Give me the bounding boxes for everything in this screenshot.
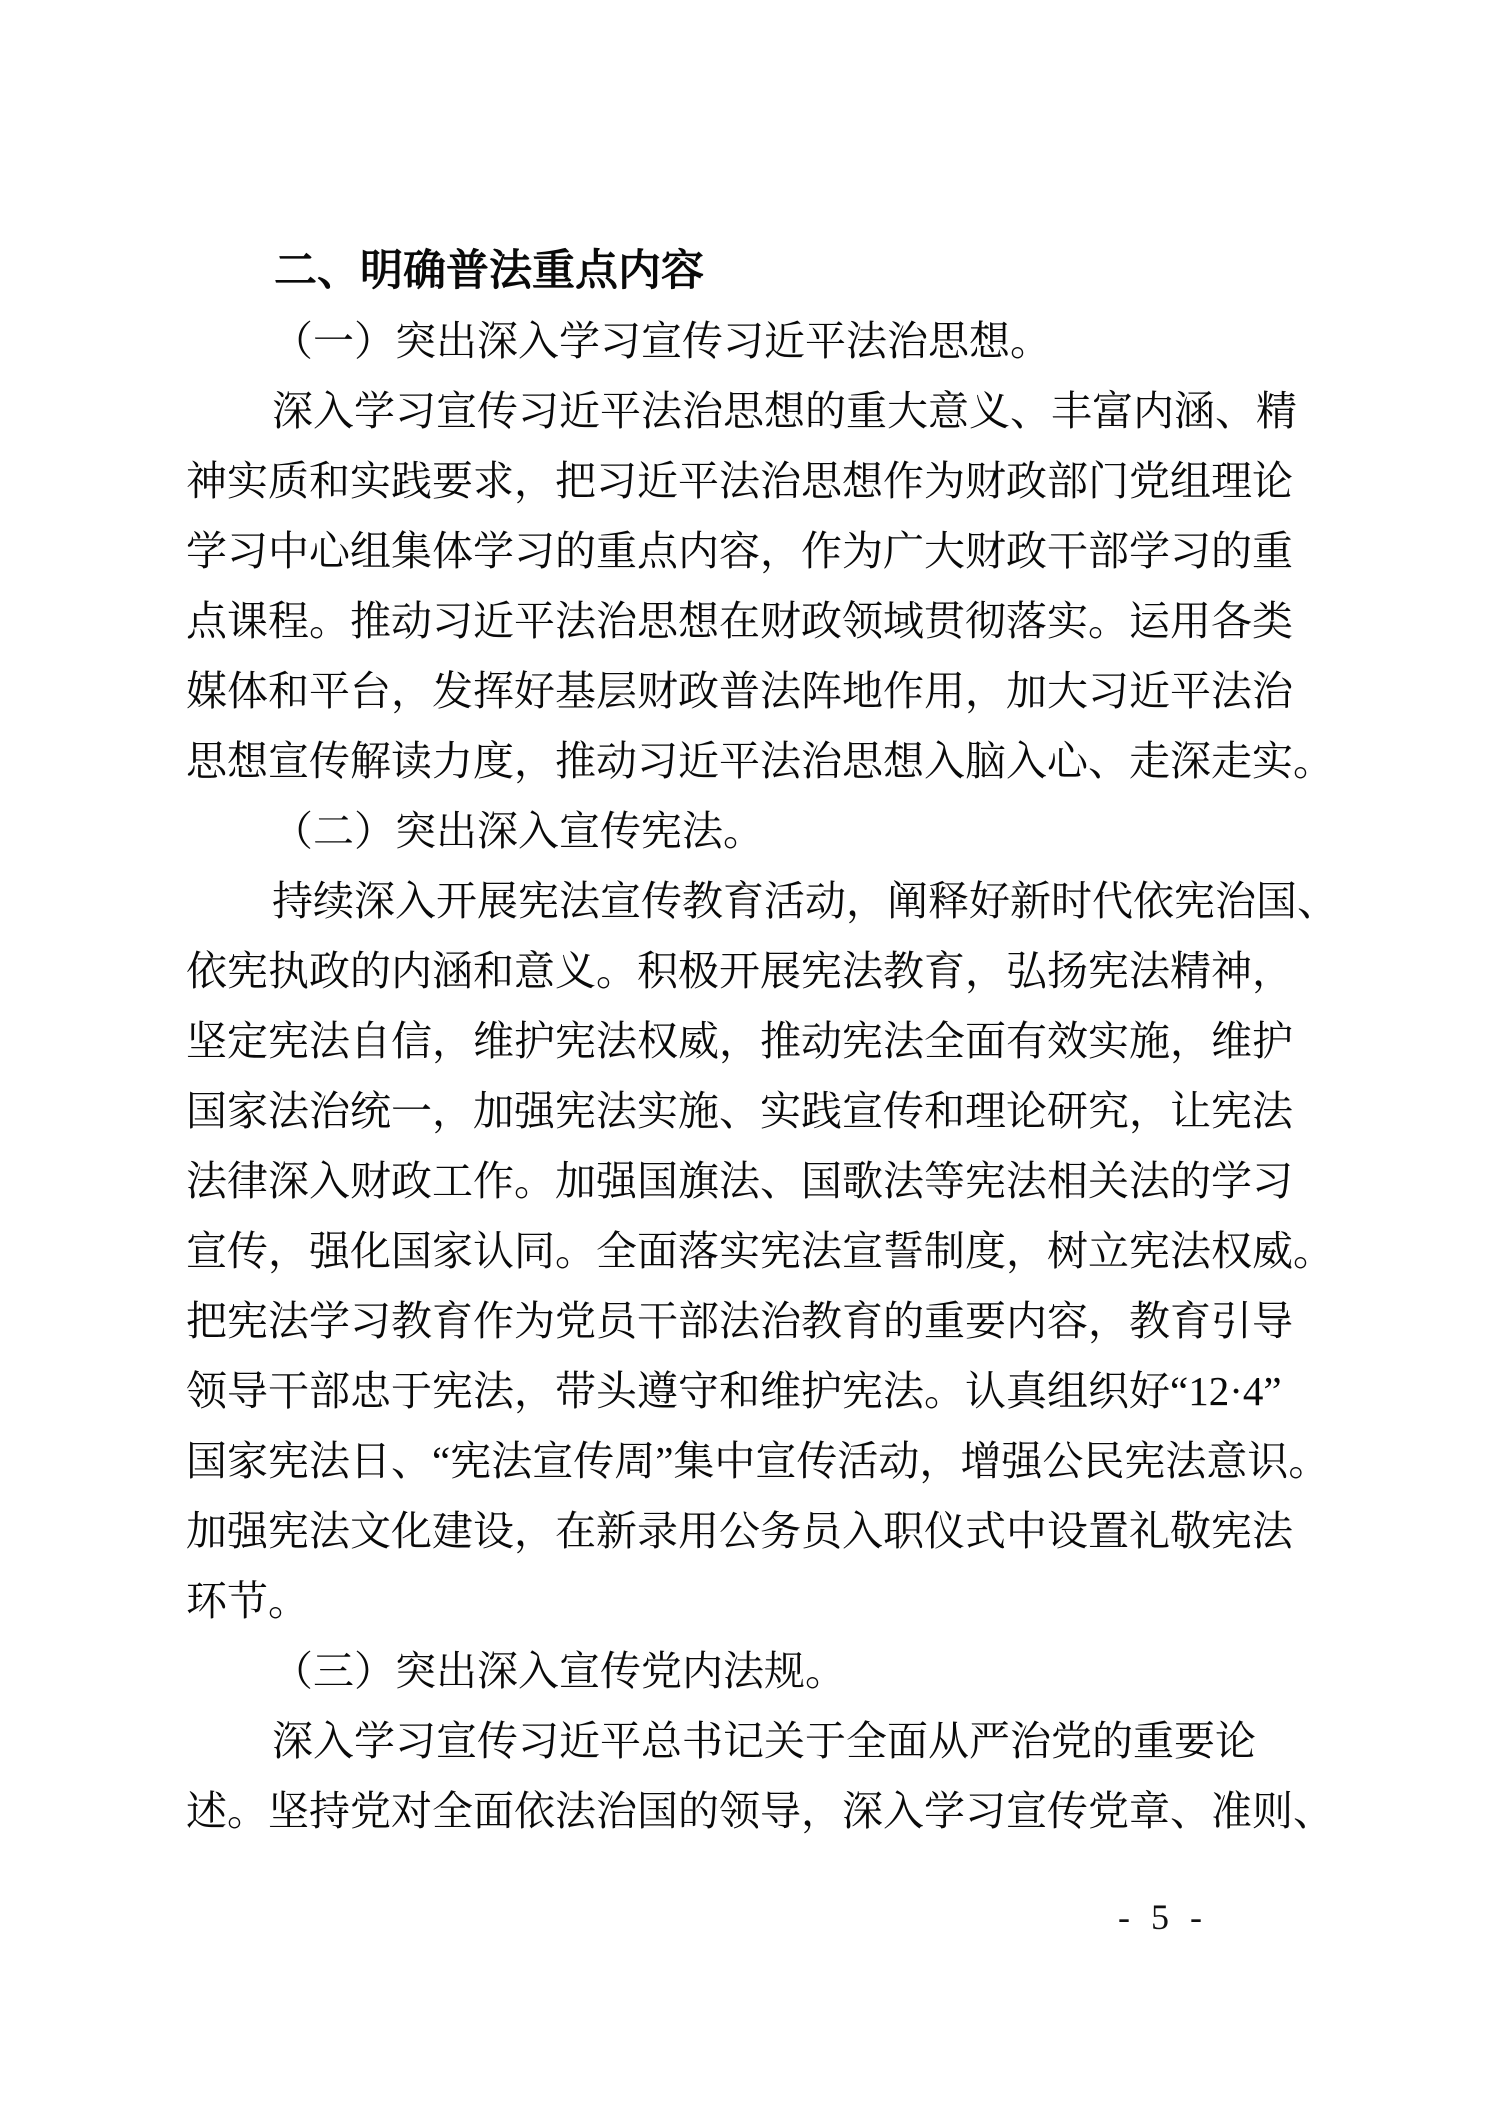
paragraph-line: 环节。 bbox=[186, 1578, 309, 1624]
paragraph-line: 思想宣传解读力度，推动习近平法治思想入脑入心、走深走实。 bbox=[186, 738, 1334, 784]
page-number: - 5 - bbox=[1118, 1897, 1208, 1937]
paragraph-line: 依宪执政的内涵和意义。积极开展宪法教育，弘扬宪法精神， bbox=[186, 948, 1293, 994]
paragraph-line: 点课程。推动习近平法治思想在财政领域贯彻落实。运用各类 bbox=[186, 598, 1293, 644]
paragraph-line: 坚定宪法自信，维护宪法权威，推动宪法全面有效实施，维护 bbox=[186, 1018, 1293, 1064]
paragraph-line: 加强宪法文化建设，在新录用公务员入职仪式中设置礼敬宪法 bbox=[186, 1508, 1293, 1554]
paragraph-line: 学习中心组集体学习的重点内容，作为广大财政干部学习的重 bbox=[186, 528, 1293, 574]
paragraph-line: 领导干部忠于宪法，带头遵守和维护宪法。认真组织好“12·4” bbox=[186, 1368, 1282, 1414]
document-text-block bbox=[186, 236, 1338, 1846]
paragraph-line: 深入学习宣传习近平法治思想的重大意义、丰富内涵、精 bbox=[272, 388, 1297, 434]
paragraph-line: 持续深入开展宪法宣传教育活动，阐释好新时代依宪治国、 bbox=[272, 878, 1338, 924]
paragraph-line: 媒体和平台，发挥好基层财政普法阵地作用，加大习近平法治 bbox=[186, 668, 1293, 714]
subsection-heading: （三）突出深入宣传党内法规。 bbox=[272, 1648, 846, 1694]
subsection-heading: （一）突出深入学习宣传习近平法治思想。 bbox=[272, 318, 1051, 364]
section-heading: 二、明确普法重点内容 bbox=[274, 247, 704, 295]
paragraph-line: 宣传，强化国家认同。全面落实宪法宣誓制度，树立宪法权威。 bbox=[186, 1228, 1334, 1274]
paragraph-line: 国家宪法日、“宪法宣传周”集中宣传活动，增强公民宪法意识。 bbox=[186, 1438, 1330, 1484]
paragraph-line: 神实质和实践要求，把习近平法治思想作为财政部门党组理论 bbox=[186, 458, 1293, 504]
paragraph-line: 述。坚持党对全面依法治国的领导，深入学习宣传党章、准则、 bbox=[186, 1788, 1334, 1834]
paragraph-line: 国家法治统一，加强宪法实施、实践宣传和理论研究，让宪法 bbox=[186, 1088, 1293, 1134]
paragraph-line: 法律深入财政工作。加强国旗法、国歌法等宪法相关法的学习 bbox=[186, 1158, 1293, 1204]
paragraph-line: 深入学习宣传习近平总书记关于全面从严治党的重要论 bbox=[272, 1718, 1256, 1764]
paragraph-line: 把宪法学习教育作为党员干部法治教育的重要内容，教育引导 bbox=[186, 1298, 1293, 1344]
subsection-heading: （二）突出深入宣传宪法。 bbox=[272, 808, 764, 854]
